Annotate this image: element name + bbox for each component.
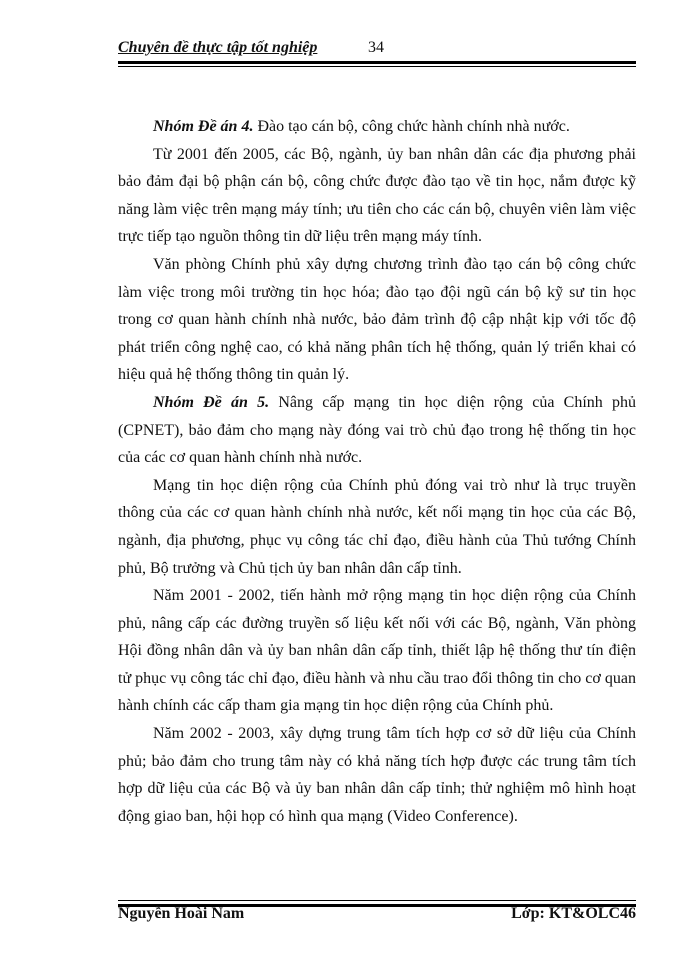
paragraph	[118, 141, 636, 251]
footer-class: Lớp: KT&OLC46	[511, 905, 636, 922]
paragraph	[118, 582, 636, 720]
header-title: Chuyên đề thực tập tốt nghiệp	[118, 39, 318, 56]
paragraph	[118, 720, 636, 830]
page-number: 34	[368, 39, 384, 56]
paragraph	[118, 113, 636, 141]
paragraph-text: Nâng cấp mạng tin học diện rộng của Chính phủ (CPNET), bảo đảm cho mạng này đóng vai trò chủ đạo trong hệ thống tin học của các cơ quan hành chính nhà nước.	[118, 393, 637, 467]
paragraph-text: Năm 2002 - 2003, xây dựng trung tâm tích hợp cơ sở dữ liệu của Chính phủ; bảo đảm cho trung tâm này có khả năng tích hợp được các trung tâm tích hợp dữ liệu của các Bộ và ủy ban nhân dân cấp tỉnh; thử nghiệm mô hình hoạt động giao ban, hội họp có hình qua mạng (Video Conference).	[118, 725, 636, 825]
header-rule-thin	[118, 66, 636, 67]
paragraph	[118, 472, 636, 582]
paragraph-text: Văn phòng Chính phủ xây dựng chương trình đào tạo cán bộ công chức làm việc trong môi trường tin học hóa; đào tạo đội ngũ cán bộ kỹ sư tin học trong cơ quan hành chính nhà nước, bảo đảm trình độ cập nhật kịp với tốc độ phát triển công nghệ cao, có khả năng phân tích hệ thống, quản lý triển khai có hiệu quả hệ thống thông tin quản lý.	[118, 255, 636, 384]
paragraph-text: Năm 2001 - 2002, tiến hành mở rộng mạng tin học diện rộng của Chính phủ, nâng cấp các đường truyền số liệu kết nối với các Bộ, ngành, Văn phòng Hội đồng nhân dân và ủy ban nhân dân cấp tỉnh, thiết lập hệ thống thư tín điện tử phục vụ công tác chỉ đạo, điều hành và nhu cầu trao đổi thông tin cho cơ quan hành chính các cấp tham gia mạng tin học diện rộng của Chính phủ.	[118, 587, 636, 715]
paragraph	[118, 251, 636, 389]
paragraph	[118, 389, 636, 472]
document-body	[118, 113, 636, 830]
paragraph-text: Đào tạo cán bộ, công chức hành chính nhà nước.	[253, 118, 570, 135]
paragraph-lead: Nhóm Đề án 5.	[153, 393, 270, 411]
paragraph-text: Mạng tin học diện rộng của Chính phủ đóng vai trò như là trục truyền thông của các cơ quan hành chính nhà nước, kết nối mạng tin học của các Bộ, ngành, địa phương, phục vụ công tác chỉ đạo, điều hành của Thủ tướng Chính phủ, Bộ trưởng và Chủ tịch ủy ban nhân dân cấp tỉnh.	[118, 476, 636, 577]
footer-author: Nguyễn Hoài Nam	[118, 905, 245, 922]
paragraph-lead: Nhóm Đề án 4.	[153, 118, 254, 135]
footer-rule-thin	[118, 900, 636, 901]
paragraph-text: Từ 2001 đến 2005, các Bộ, ngành, ủy ban nhân dân các địa phương phải bảo đảm đại bộ phận cán bộ, công chức được đào tạo về tin học, nắm được kỹ năng làm việc trên mạng máy tính; ưu tiên cho các cán bộ, chuyên viên làm việc trực tiếp tạo nguồn thông tin dữ liệu trên mạng máy tính.	[118, 145, 636, 246]
header-rule-thick	[118, 61, 636, 64]
